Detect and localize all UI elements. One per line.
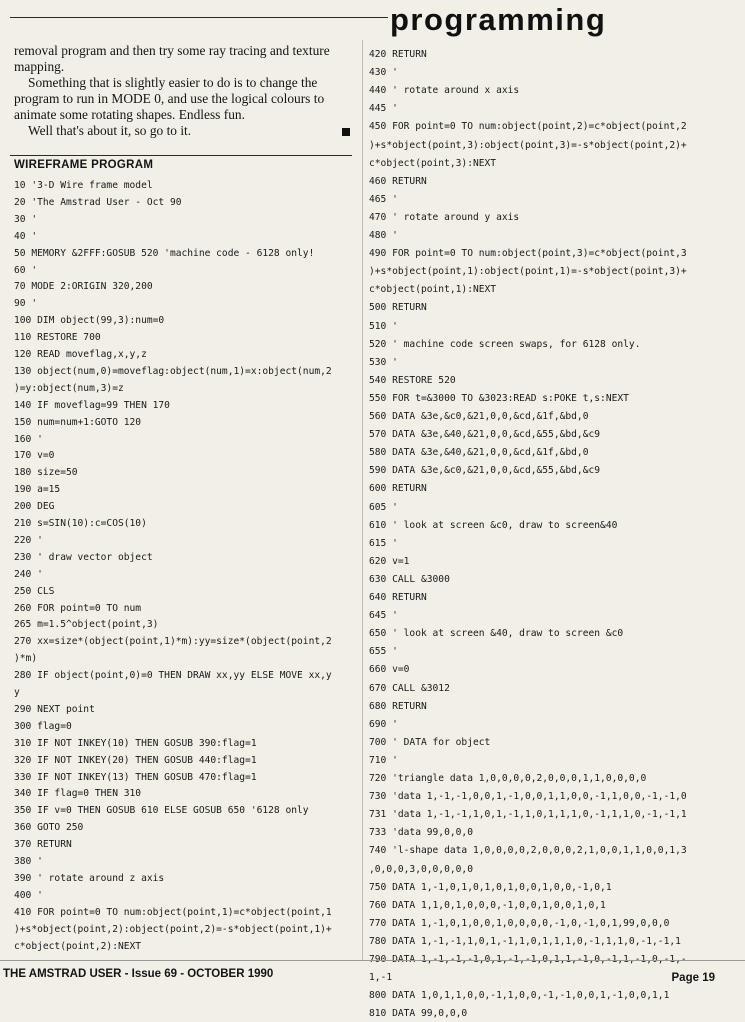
code-line: 450 FOR point=0 TO num:object(point,2)=c*object(point,2: [369, 121, 687, 133]
code-line: 160 ': [14, 433, 43, 445]
code-line: 50 MEMORY &2FFF:GOSUB 520 'machine code - 6128 only!: [14, 247, 315, 259]
code-line: 430 ': [369, 67, 398, 79]
code-line: 445 ': [369, 103, 398, 115]
code-line: 370 RETURN: [14, 839, 72, 851]
code-line: 340 IF flag=0 THEN 310: [14, 788, 142, 800]
code-line: 230 ' draw vector object: [14, 551, 153, 563]
code-line: 640 RETURN: [369, 592, 427, 603]
code-line: 220 ': [14, 534, 43, 546]
code-line: 800 DATA 1,0,1,1,0,0,-1,1,0,0,-1,-1,0,0,1,-1,0,0,1,1: [369, 990, 670, 1002]
code-line: 440 ' rotate around x axis: [369, 85, 520, 97]
code-line: 690 ': [369, 718, 398, 730]
code-line: c*object(point,1):NEXT: [369, 284, 497, 296]
code-line: 40 ': [14, 230, 38, 242]
code-line: 465 ': [369, 193, 398, 205]
code-line: 420 RETURN: [369, 49, 427, 60]
code-line: 100 DIM object(99,3):num=0: [14, 315, 165, 327]
code-line: 260 FOR point=0 TO num: [14, 602, 142, 614]
intro-paragraph-2: Something that is slightly easier to do is to change the program to run in MODE 0, and use the logical colours to animate some rotating shapes. Endless fun.: [14, 75, 325, 122]
code-line: 605 ': [369, 501, 398, 513]
code-line: 290 NEXT point: [14, 703, 95, 715]
code-line: 350 IF v=0 THEN GOSUB 610 ELSE GOSUB 650 '6128 only: [14, 805, 309, 817]
code-line: )+s*object(point,1):object(point,1)=-s*object(point,3)+: [369, 266, 687, 278]
code-line: 170 v=0: [14, 450, 55, 462]
header-rule: [10, 17, 388, 18]
intro-paragraph-3-text: Well that's about it, so go to it.: [28, 123, 192, 138]
code-line: 270 xx=size*(object(point,1)*m):yy=size*(object(point,2: [14, 636, 332, 648]
code-line: 500 RETURN: [369, 302, 427, 314]
code-line: 730 'data 1,-1,-1,0,0,1,-1,0,0,1,1,0,0,-1,1,0,0,-1,-1,0: [369, 791, 687, 803]
code-line: 645 ': [369, 610, 398, 622]
code-line: 570 DATA &3e,&40,&21,0,0,&cd,&55,&bd,&c9: [369, 429, 601, 441]
end-of-article-icon: [342, 128, 350, 136]
code-line: 180 size=50: [14, 467, 78, 479]
code-line: y: [14, 687, 20, 698]
footer-publication: THE AMSTRAD USER - Issue 69 - OCTOBER 1990: [3, 968, 274, 980]
code-line: 490 FOR point=0 TO num:object(point,3)=c*object(point,3: [369, 248, 687, 260]
code-line: 520 ' machine code screen swaps, for 6128 only.: [369, 338, 641, 350]
code-line: 390 ' rotate around z axis: [14, 872, 165, 884]
code-line: 710 ': [369, 754, 398, 766]
code-line: 700 ' DATA for object: [369, 736, 491, 748]
code-line: 140 IF moveflag=99 THEN 170: [14, 399, 170, 411]
code-line: 90 ': [14, 298, 38, 310]
code-line: 600 RETURN: [369, 483, 427, 495]
code-line: 660 v=0: [369, 664, 410, 676]
code-line: 560 DATA &3e,&c0,&21,0,0,&cd,&1f,&bd,0: [369, 411, 589, 422]
code-line: 630 CALL &3000: [369, 573, 450, 585]
code-line: 150 num=num+1:GOTO 120: [14, 416, 142, 428]
code-line: 760 DATA 1,1,0,1,0,0,0,-1,0,0,1,0,0,1,0,1: [369, 899, 606, 911]
code-line: 210 s=SIN(10):c=COS(10): [14, 518, 147, 529]
code-line: 590 DATA &3e,&c0,&21,0,0,&cd,&55,&bd,&c9: [369, 465, 601, 477]
code-line: 200 DEG: [14, 501, 55, 513]
code-line: 300 flag=0: [14, 720, 72, 732]
code-line: 810 DATA 99,0,0,0: [369, 1008, 468, 1020]
intro-text: [14, 43, 350, 139]
code-line: 580 DATA &3e,&40,&21,0,0,&cd,&1f,&bd,0: [369, 447, 589, 459]
code-line: 265 m=1.5^object(point,3): [14, 619, 159, 631]
code-line: 310 IF NOT INKEY(10) THEN GOSUB 390:flag=1: [14, 737, 257, 749]
code-line: 480 ': [369, 230, 398, 241]
code-line: 400 ': [14, 889, 43, 901]
code-line: 110 RESTORE 700: [14, 332, 101, 344]
page-number: Page 19: [671, 972, 715, 984]
code-line: )+s*object(point,3):object(point,3)=-s*object(point,2)+: [369, 139, 687, 151]
program-title: WIREFRAME PROGRAM: [14, 159, 154, 171]
code-line: 610 ' look at screen &c0, draw to screen&40: [369, 519, 618, 531]
code-line: 20 'The Amstrad User - Oct 90: [14, 196, 182, 208]
code-line: 460 RETURN: [369, 175, 427, 187]
code-line: 250 CLS: [14, 585, 55, 597]
code-line: 510 ': [369, 320, 398, 332]
code-line: 30 ': [14, 213, 38, 225]
code-line: 10 '3-D Wire frame model: [14, 180, 153, 191]
code-line: c*object(point,3):NEXT: [369, 157, 497, 169]
code-line: 380 ': [14, 856, 43, 867]
code-line: 240 ': [14, 568, 43, 580]
code-line: 330 IF NOT INKEY(13) THEN GOSUB 470:flag=1: [14, 771, 257, 783]
code-line: ,0,0,0,3,0,0,0,0,0: [369, 863, 473, 875]
code-line: 770 DATA 1,-1,0,1,0,0,1,0,0,0,0,-1,0,-1,0,1,99,0,0,0: [369, 917, 670, 929]
code-line: 70 MODE 2:ORIGIN 320,200: [14, 281, 153, 293]
code-line: 733 'data 99,0,0,0: [369, 827, 473, 839]
code-line: 360 GOTO 250: [14, 822, 84, 834]
section-heading: programming: [390, 2, 607, 37]
code-line: 790 DATA 1,-1,-1,-1,0,1,-1,-1,0,1,1,-1,0,-1,1,-1,0,-1,-: [369, 954, 687, 965]
code-line: 750 DATA 1,-1,0,1,0,1,0,1,0,0,1,0,0,-1,0,1: [369, 881, 612, 893]
code-line: 280 IF object(point,0)=0 THEN DRAW xx,yy ELSE MOVE xx,y: [14, 670, 332, 682]
code-line: )=y:object(num,3)=z: [14, 382, 124, 394]
code-line: 780 DATA 1,-1,-1,1,0,1,-1,1,0,1,1,1,0,-1,1,1,0,-1,-1,1: [369, 935, 681, 947]
code-line: 540 RESTORE 520: [369, 374, 456, 386]
code-line: 731 'data 1,-1,-1,1,0,1,-1,1,0,1,1,1,0,-1,1,1,0,-1,-1,1: [369, 809, 687, 821]
footer-rule: [0, 960, 745, 961]
column-divider: [362, 40, 363, 960]
code-line: 720 'triangle data 1,0,0,0,0,2,0,0,0,1,1,0,0,0,0: [369, 773, 647, 784]
code-line: 615 ': [369, 537, 398, 549]
code-line: 670 CALL &3012: [369, 682, 450, 694]
code-line: 1,-1: [369, 972, 393, 984]
code-line: c*object(point,2):NEXT: [14, 940, 142, 952]
code-line: 60 ': [14, 264, 38, 276]
code-line: 410 FOR point=0 TO num:object(point,1)=c*object(point,1: [14, 906, 332, 918]
code-line: 620 v=1: [369, 555, 410, 567]
intro-paragraph-1: removal program and then try some ray tracing and texture mapping.: [14, 43, 330, 74]
code-line: )*m): [14, 653, 38, 665]
code-line: 740 'l-shape data 1,0,0,0,0,2,0,0,0,2,1,0,0,1,1,0,0,1,3: [369, 845, 687, 857]
code-line: 650 ' look at screen &40, draw to screen &c0: [369, 628, 624, 640]
code-line: 130 object(num,0)=moveflag:object(num,1)=x:object(num,2: [14, 365, 332, 377]
code-line: 470 ' rotate around y axis: [369, 211, 520, 223]
code-line: 530 ': [369, 356, 398, 368]
code-line: 550 FOR t=&3000 TO &3023:READ s:POKE t,s:NEXT: [369, 392, 629, 404]
code-line: )+s*object(point,2):object(point,2)=-s*object(point,1)+: [14, 923, 332, 935]
code-line: 190 a=15: [14, 484, 61, 496]
intro-paragraph-3: [14, 123, 350, 139]
code-line: 120 READ moveflag,x,y,z: [14, 349, 147, 360]
code-line: 320 IF NOT INKEY(20) THEN GOSUB 440:flag=1: [14, 754, 257, 766]
code-line: 680 RETURN: [369, 700, 427, 712]
program-title-rule: [10, 155, 352, 156]
code-line: 655 ': [369, 646, 398, 658]
